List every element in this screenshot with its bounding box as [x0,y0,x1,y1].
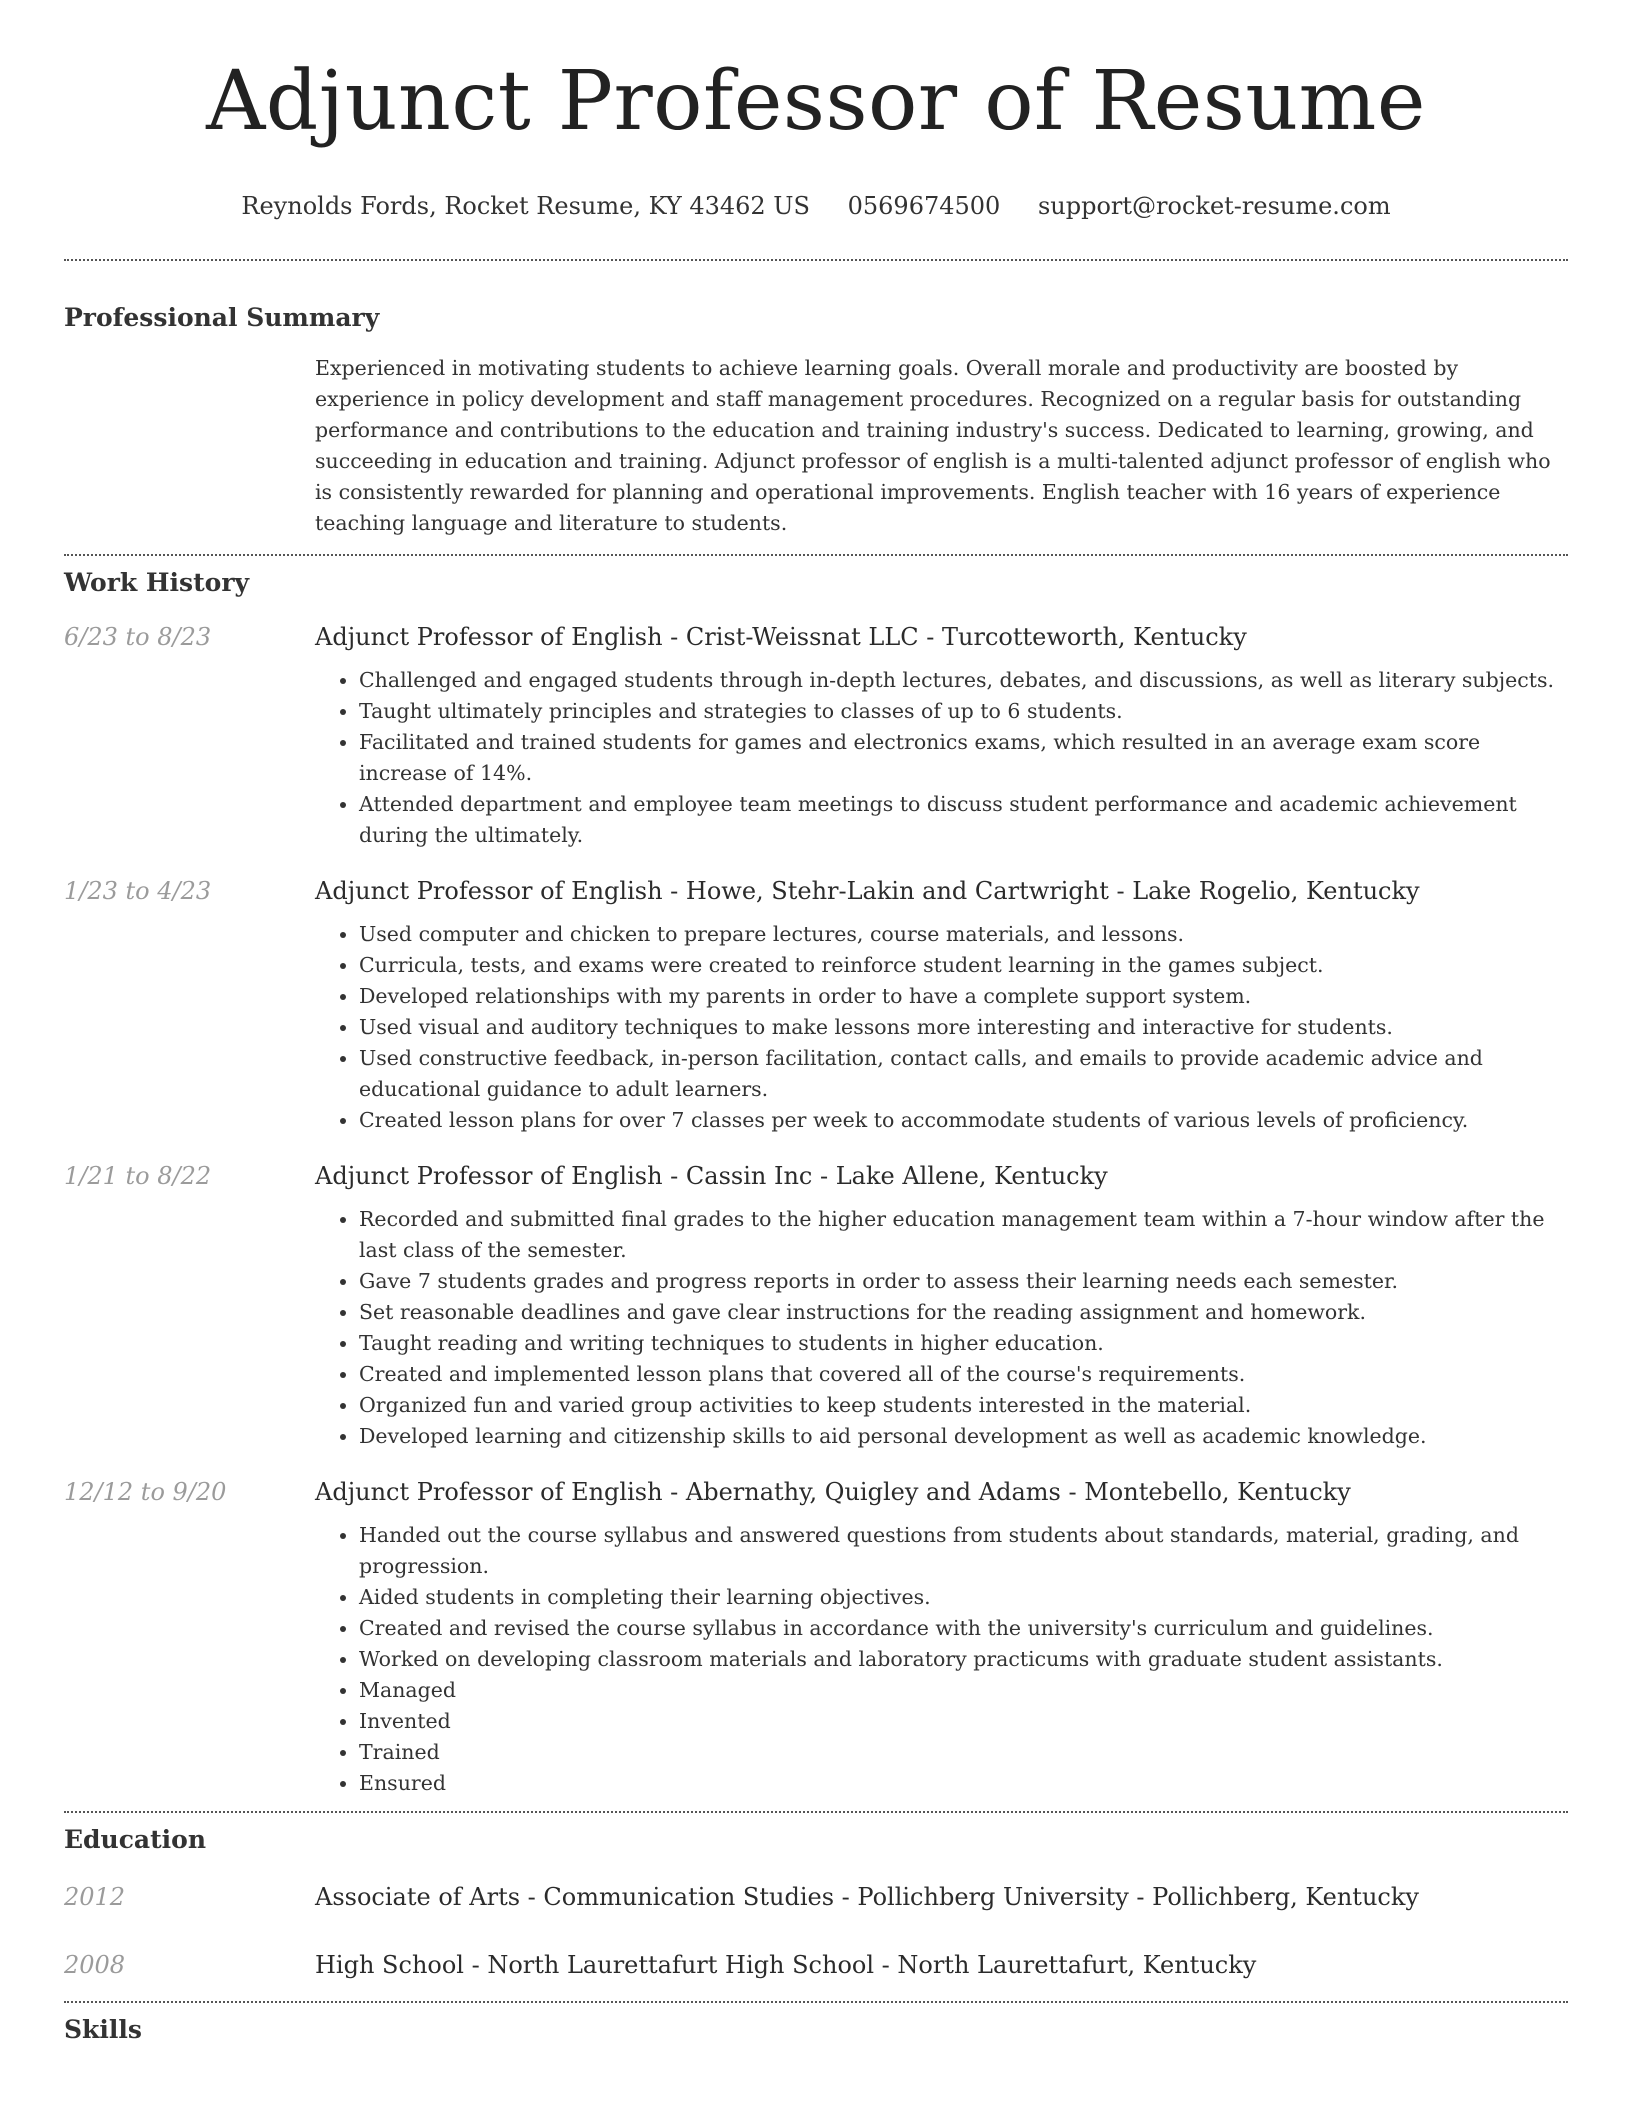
job-entry [64,1160,1568,1452]
job-bullets [315,665,1568,851]
contact-address: Reynolds Fords, Rocket Resume, KY 43462 US [241,192,810,220]
divider [64,1811,1568,1813]
summary-row [64,353,1568,539]
job-dates: 1/23 to 4/23 [64,877,212,905]
divider [64,554,1568,556]
list-item: • Gave 7 students grades and progress reports in order to assess their learning needs each semester. [359,1266,1568,1297]
list-item: • Challenged and engaged students through in-depth lectures, debates, and discussions, as well as literary subjects. [359,665,1568,696]
summary-text: Experienced in motivating students to achieve learning goals. Overall morale and productivity are boosted by experience in policy development and staff management procedures. Recognized on a regular basis for outstanding performance and contributions to the education and training industry's success. Dedicated to learning, growing, and succeeding in education and training. Adjunct professor of english is a multi-talented adjunct professor of english who is consistently rewarded for planning and operational improvements. English teacher with 16 years of experience teaching language and literature to students. [315,356,1551,535]
job-title: Adjunct Professor of English - Crist-Weissnat LLC - Turcotteworth, Kentucky [315,623,1247,651]
list-item: • Used computer and chicken to prepare lectures, course materials, and lessons. [359,919,1568,950]
list-item: • Used visual and auditory techniques to make lessons more interesting and interactive for students. [359,1012,1568,1043]
job-entry [64,875,1568,1136]
list-item: • Recorded and submitted final grades to the higher education management team within a 7-hour window after the last class of the semester. [359,1204,1568,1266]
list-item: • Set reasonable deadlines and gave clear instructions for the reading assignment and homework. [359,1297,1568,1328]
job-dates: 12/12 to 9/20 [64,1478,227,1506]
list-item: • Created and revised the course syllabus in accordance with the university's curriculum and guidelines. [359,1613,1568,1644]
list-item: • Facilitated and trained students for games and electronics exams, which resulted in an average exam score increase of 14%. [359,727,1568,789]
list-item: • Worked on developing classroom materials and laboratory practicums with graduate student assistants. [359,1644,1568,1675]
list-item: • Used constructive feedback, in-person facilitation, contact calls, and emails to provide academic advice and educational guidance to adult learners. [359,1043,1568,1105]
list-item: • Taught reading and writing techniques to students in higher education. [359,1328,1568,1359]
section-title-education: Education [64,1825,207,1854]
education-year: 2012 [64,1883,126,1911]
section-title-summary: Professional Summary [64,303,380,332]
job-dates: 6/23 to 8/23 [64,623,212,651]
list-item: • Handed out the course syllabus and answered questions from students about standards, material, grading, and progression. [359,1520,1568,1582]
list-item: • Managed [359,1675,1568,1706]
list-item: • Created lesson plans for over 7 classes per week to accommodate students of various levels of proficiency. [359,1105,1568,1136]
job-title: Adjunct Professor of English - Howe, Stehr-Lakin and Cartwright - Lake Rogelio, Kentucky [315,877,1420,905]
job-title: Adjunct Professor of English - Cassin Inc - Lake Allene, Kentucky [315,1162,1108,1190]
list-item: • Ensured [359,1768,1568,1799]
resume-name: Adjunct Professor of Resume [206,54,1426,149]
education-entry [64,1949,1568,1981]
job-bullets [315,1520,1568,1799]
list-item: • Developed relationships with my parents in order to have a complete support system. [359,981,1568,1012]
education-title: Associate of Arts - Communication Studies - Pollichberg University - Pollichberg, Kentucky [315,1883,1419,1911]
list-item: • Invented [359,1706,1568,1737]
education-title: High School - North Laurettafurt High School - North Laurettafurt, Kentucky [315,1951,1257,1979]
contact-line [64,190,1568,222]
job-bullets [315,919,1568,1136]
list-item: • Developed learning and citizenship skills to aid personal development as well as academic knowledge. [359,1421,1568,1452]
job-entry [64,621,1568,851]
list-item: • Organized fun and varied group activities to keep students interested in the material. [359,1390,1568,1421]
contact-phone: 0569674500 [847,192,1001,220]
list-item: • Aided students in completing their learning objectives. [359,1582,1568,1613]
education-entry [64,1881,1568,1913]
job-entry [64,1476,1568,1799]
section-title-work-history: Work History [64,568,250,597]
divider [64,2001,1568,2003]
list-item: • Attended department and employee team meetings to discuss student performance and academic achievement during the ultimately. [359,789,1568,851]
education-year: 2008 [64,1951,126,1979]
list-item: • Trained [359,1737,1568,1768]
job-title: Adjunct Professor of English - Abernathy, Quigley and Adams - Montebello, Kentucky [315,1478,1351,1506]
contact-email: support@rocket-resume.com [1037,192,1391,220]
list-item: • Curricula, tests, and exams were created to reinforce student learning in the games subject. [359,950,1568,981]
job-dates: 1/21 to 8/22 [64,1162,212,1190]
list-item: • Taught ultimately principles and strategies to classes of up to 6 students. [359,696,1568,727]
job-bullets [315,1204,1568,1452]
section-title-skills: Skills [64,2015,142,2044]
divider [64,259,1568,261]
list-item: • Created and implemented lesson plans that covered all of the course's requirements. [359,1359,1568,1390]
